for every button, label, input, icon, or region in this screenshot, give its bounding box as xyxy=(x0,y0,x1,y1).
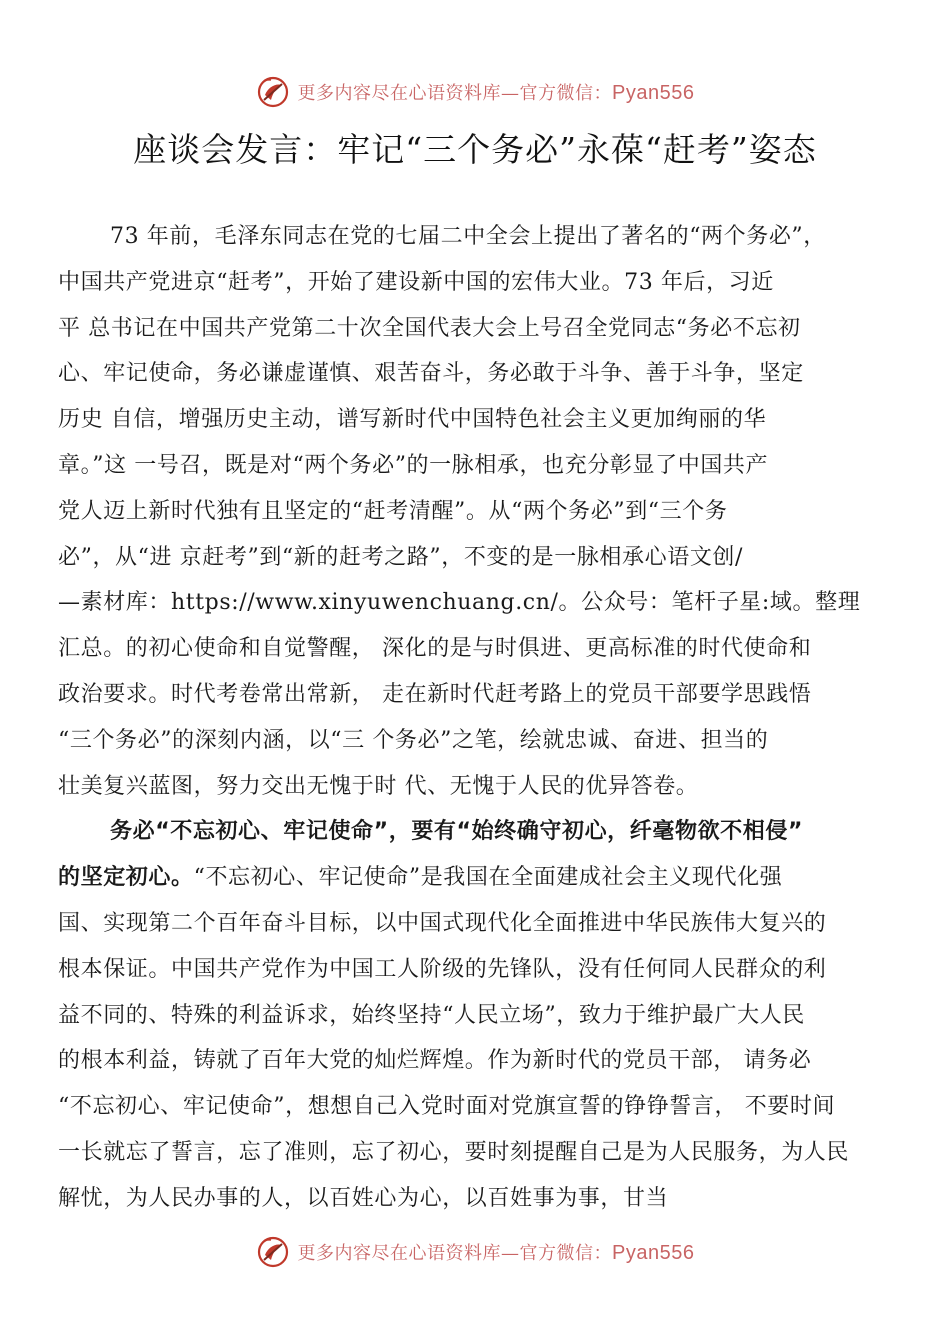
paragraph-text: “不忘初心、牢记使命”是我国在全面建成社会主义现代化强 xyxy=(193,865,783,891)
page-title: 座谈会发言：牢记“三个务必”永葆“赶考”姿态 xyxy=(133,130,817,169)
text-line xyxy=(58,443,928,489)
wechat-id: Pyan556 xyxy=(612,82,695,104)
wechat-id: Pyan556 xyxy=(612,1242,695,1264)
paragraph-text: 必”，从“进 京赶考”到“新的赶考之路”，不变的是一脉相承心语文创/ xyxy=(58,544,744,570)
banner-label: 更多内容尽在心语资料库—官方微信：Pyan556 xyxy=(297,1242,695,1264)
paragraph-text: “三个务必”的深刻内涵，以“三 个务必”之笔，绘就忠诚、奋进、担当的 xyxy=(58,727,769,753)
paragraph-text: 73 年前，毛泽东同志在党的七届二中全会上提出了著名的“两个务必”， xyxy=(110,224,826,249)
paragraph-text: 益不同的、特殊的利益诉求，始终坚持“人民立场”，致力于维护最广大人民 xyxy=(58,1002,805,1028)
text-line xyxy=(58,1130,928,1176)
text-line xyxy=(58,947,928,993)
paragraph-text: 平 总书记在中国共产党第二十次全国代表大会上号召全党同志“务必不忘初 xyxy=(58,315,801,341)
text-line xyxy=(58,535,928,581)
text-line xyxy=(58,764,928,810)
paragraph-text: 壮美复兴蓝图，努力交出无愧于时 代、无愧于人民的优异答卷。 xyxy=(58,773,699,799)
banner-label: 更多内容尽在心语资料库—官方微信：Pyan556 xyxy=(297,82,695,104)
text-line xyxy=(58,1084,928,1130)
text-line xyxy=(58,901,928,947)
text-line xyxy=(58,1176,928,1222)
text-line xyxy=(58,489,928,535)
text-line xyxy=(58,1038,928,1084)
paragraph-text: 中国共产党进京“赶考”，开始了建设新中国的宏伟大业。73 年后，习近 xyxy=(58,269,774,295)
paragraph-text: 国、实现第二个百年奋斗目标，以中国式现代化全面推进中华民族伟大复兴的 xyxy=(58,910,827,936)
text-line xyxy=(58,672,928,718)
text-line xyxy=(58,260,928,306)
text-line xyxy=(58,626,928,672)
header-banner xyxy=(0,72,950,112)
paragraph-text: 政治要求。时代考卷常出常新， 走在新时代赶考路上的党员干部要学思践悟 xyxy=(58,681,812,707)
paragraph-text: 一长就忘了誓言，忘了准则，忘了初心，要时刻提醒自己是为人民服务，为人民 xyxy=(58,1139,850,1165)
text-line xyxy=(58,351,928,397)
paragraph-text: 解忧，为人民办事的人，以百姓心为心，以百姓事为事，甘当 xyxy=(58,1185,669,1211)
text-line xyxy=(58,718,928,764)
paragraph-text: “不忘初心、牢记使命”，想想自己入党时面对党旗宣誓的铮铮誓言， 不要时间 xyxy=(58,1094,836,1120)
paragraph-text: 心、牢记使命，务必谦虚谨慎、艰苦奋斗，务必敢于斗争、善于斗争，坚定 xyxy=(58,361,804,387)
text-line xyxy=(58,993,928,1039)
bold-heading-text: 的坚定初心。 xyxy=(58,865,194,891)
logo-icon xyxy=(256,1235,290,1269)
footer-banner xyxy=(0,1232,950,1272)
text-line xyxy=(58,306,928,352)
paragraph-text: —素材库：https://www.xinyuwenchuang.cn/。公众号：笔杆子星:域。整理 xyxy=(58,590,861,616)
logo-icon xyxy=(256,75,290,109)
paragraph-text: 党人迈上新时代独有且坚定的“赶考清醒”。从“两个务必”到“三个务 xyxy=(58,498,728,524)
text-line xyxy=(58,397,928,443)
text-line xyxy=(58,214,928,260)
paragraph-text: 历史 自信，增强历史主动，谱写新时代中国特色社会主义更加绚丽的华 xyxy=(58,407,767,433)
paragraph-text: 的根本利益，铸就了百年大党的灿烂辉煌。作为新时代的党员干部， 请务必 xyxy=(58,1048,812,1074)
article-body xyxy=(58,214,928,1222)
paragraph-text: 根本保证。中国共产党作为中国工人阶级的先锋队，没有任何同人民群众的利 xyxy=(58,956,827,982)
text-line xyxy=(58,855,928,901)
paragraph-text: 章。”这 一号召，既是对“两个务必”的一脉相承，也充分彰显了中国共产 xyxy=(58,452,769,478)
text-line xyxy=(58,809,928,855)
text-line xyxy=(58,580,928,626)
paragraph-text: 汇总。的初心使命和自觉警醒， 深化的是与时俱进、更高标准的时代使命和 xyxy=(58,636,812,662)
bold-heading-text: 务必“不忘初心、牢记使命”，要有“始终确守初心，纤毫物欲不相侵” xyxy=(110,819,804,845)
